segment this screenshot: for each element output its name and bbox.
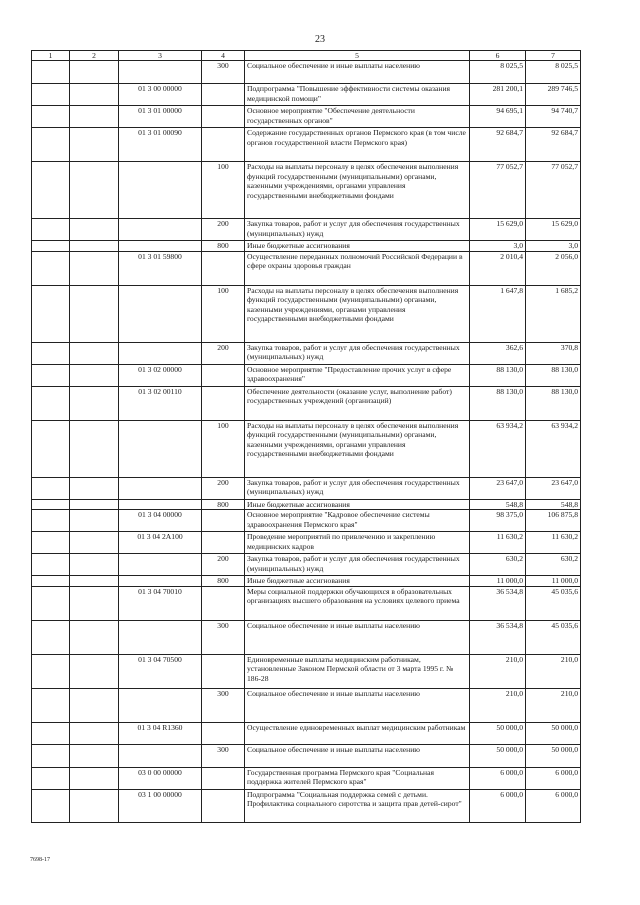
- item-name-cell: Содержание государственных органов Пермского края (в том числе органов государственной власти Пермского края): [245, 128, 470, 162]
- col1-cell: [32, 84, 70, 106]
- item-name-cell: Государственная программа Пермского края "Социальная поддержка жителей Пермского края": [245, 767, 470, 789]
- target-code-cell: [119, 499, 202, 510]
- amount-col7-cell: 45 035,6: [526, 620, 581, 654]
- item-name-cell: Закупка товаров, работ и услуг для обеспечения государственных (муниципальных) нужд: [245, 342, 470, 364]
- table-row: [32, 510, 581, 532]
- col1-cell: [32, 532, 70, 554]
- col2-cell: [70, 364, 119, 386]
- expense-type-cell: 300: [202, 744, 245, 767]
- table-row: [32, 654, 581, 688]
- expense-type-cell: [202, 128, 245, 162]
- col1-cell: [32, 477, 70, 499]
- expense-type-cell: 300: [202, 688, 245, 722]
- expense-type-cell: [202, 722, 245, 744]
- amount-col7-cell: 3,0: [526, 241, 581, 252]
- expense-type-cell: 100: [202, 285, 245, 342]
- amount-col7-cell: 6 000,0: [526, 789, 581, 822]
- col2-cell: [70, 128, 119, 162]
- amount-col7-cell: 370,8: [526, 342, 581, 364]
- item-name-cell: Иные бюджетные ассигнования: [245, 241, 470, 252]
- expense-type-cell: 100: [202, 162, 245, 219]
- item-name-cell: Подпрограмма "Социальная поддержка семей с детьми. Профилактика социального сиротства и защита прав детей-сирот": [245, 789, 470, 822]
- item-name-cell: Основное мероприятие "Обеспечение деятельности государственных органов": [245, 106, 470, 128]
- amount-col6-cell: 23 647,0: [470, 477, 526, 499]
- item-name-cell: Закупка товаров, работ и услуг для обеспечения государственных (муниципальных) нужд: [245, 477, 470, 499]
- target-code-cell: 01 3 04 R1360: [119, 722, 202, 744]
- expense-type-cell: 800: [202, 241, 245, 252]
- expense-type-cell: [202, 586, 245, 620]
- amount-col7-cell: 8 025,5: [526, 61, 581, 84]
- col1-cell: [32, 767, 70, 789]
- amount-col7-cell: 630,2: [526, 554, 581, 576]
- target-code-cell: 01 3 04 70010: [119, 586, 202, 620]
- target-code-cell: 01 3 02 00000: [119, 364, 202, 386]
- target-code-cell: [119, 162, 202, 219]
- amount-col7-cell: 106 875,8: [526, 510, 581, 532]
- document-code: 7698-17: [30, 857, 50, 863]
- table-header-row: [32, 51, 581, 61]
- item-name-cell: Единовременные выплаты медицинским работникам, установленные Законом Пермской области от 3 марта 1995 г. № 186-28: [245, 654, 470, 688]
- col1-cell: [32, 744, 70, 767]
- amount-col6-cell: 77 052,7: [470, 162, 526, 219]
- col2-cell: [70, 576, 119, 587]
- target-code-cell: [119, 61, 202, 84]
- table-row: [32, 688, 581, 722]
- table-row: [32, 128, 581, 162]
- target-code-cell: [119, 477, 202, 499]
- col1-cell: [32, 420, 70, 477]
- table-row: [32, 744, 581, 767]
- item-name-cell: Социальное обеспечение и иные выплаты населению: [245, 61, 470, 84]
- amount-col7-cell: 23 647,0: [526, 477, 581, 499]
- amount-col6-cell: 88 130,0: [470, 364, 526, 386]
- table-row: [32, 576, 581, 587]
- col2-cell: [70, 510, 119, 532]
- expense-type-cell: 200: [202, 219, 245, 241]
- item-name-cell: Основное мероприятие "Кадровое обеспечение системы здравоохранения Пермского края": [245, 510, 470, 532]
- table-row: [32, 162, 581, 219]
- target-code-cell: [119, 576, 202, 587]
- target-code-cell: [119, 219, 202, 241]
- col2-cell: [70, 285, 119, 342]
- table-row: [32, 420, 581, 477]
- amount-col6-cell: 94 695,1: [470, 106, 526, 128]
- amount-col6-cell: 36 534,8: [470, 586, 526, 620]
- amount-col7-cell: 94 740,7: [526, 106, 581, 128]
- col2-cell: [70, 477, 119, 499]
- col2-cell: [70, 241, 119, 252]
- expense-type-cell: 800: [202, 576, 245, 587]
- table-row: [32, 499, 581, 510]
- item-name-cell: Закупка товаров, работ и услуг для обеспечения государственных (муниципальных) нужд: [245, 219, 470, 241]
- expense-type-cell: [202, 510, 245, 532]
- col1-cell: [32, 688, 70, 722]
- col2-cell: [70, 554, 119, 576]
- amount-col7-cell: 548,8: [526, 499, 581, 510]
- amount-col7-cell: 289 746,5: [526, 84, 581, 106]
- amount-col6-cell: 210,0: [470, 688, 526, 722]
- target-code-cell: 01 3 02 00110: [119, 386, 202, 420]
- table-row: [32, 241, 581, 252]
- amount-col6-cell: 11 630,2: [470, 532, 526, 554]
- col2-cell: [70, 499, 119, 510]
- target-code-cell: 03 0 00 00000: [119, 767, 202, 789]
- col1-cell: [32, 386, 70, 420]
- table-row: [32, 586, 581, 620]
- amount-col7-cell: 50 000,0: [526, 744, 581, 767]
- amount-col7-cell: 210,0: [526, 654, 581, 688]
- item-name-cell: Проведение мероприятий по привлечению и закреплению медицинских кадров: [245, 532, 470, 554]
- target-code-cell: 01 3 04 2А100: [119, 532, 202, 554]
- col2-cell: [70, 654, 119, 688]
- table-row: [32, 477, 581, 499]
- col1-cell: [32, 106, 70, 128]
- expense-type-cell: [202, 532, 245, 554]
- table-row: [32, 251, 581, 285]
- target-code-cell: [119, 688, 202, 722]
- col1-cell: [32, 61, 70, 84]
- amount-col6-cell: 92 684,7: [470, 128, 526, 162]
- expense-type-cell: 200: [202, 342, 245, 364]
- amount-col6-cell: 36 534,8: [470, 620, 526, 654]
- expense-type-cell: [202, 251, 245, 285]
- amount-col6-cell: 98 375,0: [470, 510, 526, 532]
- amount-col7-cell: 88 130,0: [526, 386, 581, 420]
- col1-cell: [32, 251, 70, 285]
- col1-cell: [32, 285, 70, 342]
- col2-cell: [70, 722, 119, 744]
- col2-cell: [70, 789, 119, 822]
- col1-cell: [32, 654, 70, 688]
- col2-cell: [70, 688, 119, 722]
- col1-cell: [32, 554, 70, 576]
- amount-col7-cell: 92 684,7: [526, 128, 581, 162]
- expense-type-cell: 200: [202, 554, 245, 576]
- col1-cell: [32, 510, 70, 532]
- item-name-cell: Расходы на выплаты персоналу в целях обеспечения выполнения функций государственными (муниципальными) органами, казенными учреждениями, органами управления государственными внебюджетными фондами: [245, 420, 470, 477]
- item-name-cell: Закупка товаров, работ и услуг для обеспечения государственных (муниципальных) нужд: [245, 554, 470, 576]
- column-header: 7: [526, 51, 581, 61]
- amount-col7-cell: 210,0: [526, 688, 581, 722]
- item-name-cell: Расходы на выплаты персоналу в целях обеспечения выполнения функций государственными (муниципальными) органами, казенными учреждениями, органами управления государственными внебюджетными фондами: [245, 162, 470, 219]
- amount-col6-cell: 6 000,0: [470, 789, 526, 822]
- table-row: [32, 620, 581, 654]
- expense-type-cell: 300: [202, 61, 245, 84]
- col1-cell: [32, 789, 70, 822]
- table-row: [32, 61, 581, 84]
- expense-type-cell: [202, 386, 245, 420]
- column-header: 4: [202, 51, 245, 61]
- item-name-cell: Социальное обеспечение и иные выплаты населению: [245, 620, 470, 654]
- table-row: [32, 106, 581, 128]
- budget-table: [31, 50, 581, 823]
- col1-cell: [32, 722, 70, 744]
- amount-col7-cell: 11 000,0: [526, 576, 581, 587]
- col1-cell: [32, 499, 70, 510]
- expense-type-cell: 100: [202, 420, 245, 477]
- target-code-cell: [119, 241, 202, 252]
- amount-col6-cell: 1 647,8: [470, 285, 526, 342]
- amount-col6-cell: 63 934,2: [470, 420, 526, 477]
- amount-col7-cell: 45 035,6: [526, 586, 581, 620]
- column-header: 6: [470, 51, 526, 61]
- col2-cell: [70, 342, 119, 364]
- table-row: [32, 532, 581, 554]
- amount-col6-cell: 630,2: [470, 554, 526, 576]
- target-code-cell: [119, 620, 202, 654]
- item-name-cell: Расходы на выплаты персоналу в целях обеспечения выполнения функций государственными (муниципальными) органами, казенными учреждениями, органами управления государственными внебюджетными фондами: [245, 285, 470, 342]
- table-row: [32, 84, 581, 106]
- amount-col6-cell: 11 000,0: [470, 576, 526, 587]
- item-name-cell: Меры социальной поддержки обучающихся в образовательных организациях высшего образования на условиях целевого приема: [245, 586, 470, 620]
- amount-col6-cell: 362,6: [470, 342, 526, 364]
- col1-cell: [32, 162, 70, 219]
- amount-col7-cell: 77 052,7: [526, 162, 581, 219]
- target-code-cell: 03 1 00 00000: [119, 789, 202, 822]
- table-row: [32, 285, 581, 342]
- amount-col6-cell: 50 000,0: [470, 722, 526, 744]
- col1-cell: [32, 364, 70, 386]
- item-name-cell: Осуществление переданных полномочий Российской Федерации в сфере охраны здоровья граждан: [245, 251, 470, 285]
- table-body: [32, 61, 581, 823]
- expense-type-cell: 200: [202, 477, 245, 499]
- amount-col6-cell: 3,0: [470, 241, 526, 252]
- amount-col6-cell: 8 025,5: [470, 61, 526, 84]
- col2-cell: [70, 386, 119, 420]
- item-name-cell: Осуществление единовременных выплат медицинским работникам: [245, 722, 470, 744]
- amount-col6-cell: 6 000,0: [470, 767, 526, 789]
- amount-col6-cell: 2 010,4: [470, 251, 526, 285]
- target-code-cell: [119, 554, 202, 576]
- item-name-cell: Подпрограмма "Повышение эффективности системы оказания медицинской помощи": [245, 84, 470, 106]
- col2-cell: [70, 84, 119, 106]
- target-code-cell: 01 3 01 00090: [119, 128, 202, 162]
- col2-cell: [70, 420, 119, 477]
- target-code-cell: 01 3 00 00000: [119, 84, 202, 106]
- col2-cell: [70, 586, 119, 620]
- table-row: [32, 386, 581, 420]
- table-row: [32, 342, 581, 364]
- col1-cell: [32, 241, 70, 252]
- amount-col7-cell: 1 685,2: [526, 285, 581, 342]
- amount-col7-cell: 88 130,0: [526, 364, 581, 386]
- col2-cell: [70, 251, 119, 285]
- amount-col7-cell: 15 629,0: [526, 219, 581, 241]
- col2-cell: [70, 620, 119, 654]
- column-header: 5: [245, 51, 470, 61]
- col1-cell: [32, 576, 70, 587]
- expense-type-cell: [202, 789, 245, 822]
- table-row: [32, 364, 581, 386]
- amount-col6-cell: 88 130,0: [470, 386, 526, 420]
- col2-cell: [70, 767, 119, 789]
- page-number: 23: [315, 34, 325, 45]
- item-name-cell: Основное мероприятие "Предоставление прочих услуг в сфере здравоохранения": [245, 364, 470, 386]
- expense-type-cell: [202, 106, 245, 128]
- col2-cell: [70, 106, 119, 128]
- col2-cell: [70, 61, 119, 84]
- column-header: 2: [70, 51, 119, 61]
- target-code-cell: 01 3 01 59800: [119, 251, 202, 285]
- target-code-cell: 01 3 04 00000: [119, 510, 202, 532]
- target-code-cell: [119, 744, 202, 767]
- col2-cell: [70, 744, 119, 767]
- col1-cell: [32, 586, 70, 620]
- expense-type-cell: [202, 767, 245, 789]
- amount-col7-cell: 50 000,0: [526, 722, 581, 744]
- target-code-cell: 01 3 04 70500: [119, 654, 202, 688]
- expense-type-cell: 800: [202, 499, 245, 510]
- column-header: 3: [119, 51, 202, 61]
- amount-col7-cell: 2 056,0: [526, 251, 581, 285]
- column-header: 1: [32, 51, 70, 61]
- expense-type-cell: [202, 84, 245, 106]
- expense-type-cell: 300: [202, 620, 245, 654]
- amount-col6-cell: 210,0: [470, 654, 526, 688]
- expense-type-cell: [202, 654, 245, 688]
- col1-cell: [32, 620, 70, 654]
- amount-col7-cell: 63 934,2: [526, 420, 581, 477]
- col2-cell: [70, 219, 119, 241]
- item-name-cell: Обеспечение деятельности (оказание услуг, выполнение работ) государственных учреждений (организаций): [245, 386, 470, 420]
- amount-col6-cell: 548,8: [470, 499, 526, 510]
- amount-col6-cell: 50 000,0: [470, 744, 526, 767]
- table-row: [32, 554, 581, 576]
- table-row: [32, 767, 581, 789]
- col2-cell: [70, 162, 119, 219]
- target-code-cell: [119, 420, 202, 477]
- expense-type-cell: [202, 364, 245, 386]
- table-row: [32, 219, 581, 241]
- target-code-cell: [119, 285, 202, 342]
- amount-col6-cell: 281 200,1: [470, 84, 526, 106]
- item-name-cell: Иные бюджетные ассигнования: [245, 499, 470, 510]
- target-code-cell: 01 3 01 00000: [119, 106, 202, 128]
- col1-cell: [32, 342, 70, 364]
- amount-col7-cell: 11 630,2: [526, 532, 581, 554]
- item-name-cell: Иные бюджетные ассигнования: [245, 576, 470, 587]
- amount-col7-cell: 6 000,0: [526, 767, 581, 789]
- table-row: [32, 789, 581, 822]
- target-code-cell: [119, 342, 202, 364]
- table-row: [32, 722, 581, 744]
- col1-cell: [32, 128, 70, 162]
- amount-col6-cell: 15 629,0: [470, 219, 526, 241]
- item-name-cell: Социальное обеспечение и иные выплаты населению: [245, 744, 470, 767]
- item-name-cell: Социальное обеспечение и иные выплаты населению: [245, 688, 470, 722]
- col1-cell: [32, 219, 70, 241]
- col2-cell: [70, 532, 119, 554]
